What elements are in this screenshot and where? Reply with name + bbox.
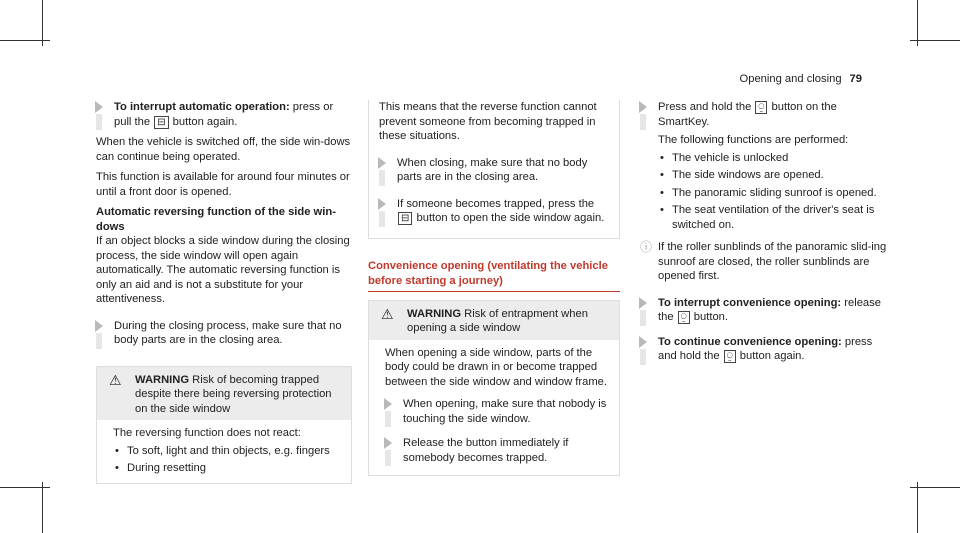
paragraph: If an object blocks a side window during the closing process, the side window will open again automatically. The automatic reversing function is only an aid and is not a substitute for your attentiveness. xyxy=(96,235,350,305)
warning-header xyxy=(97,367,351,421)
paragraph: This means that the reverse function cannot prevent someone from becoming trapped in these situations. xyxy=(379,101,597,142)
step-arrow-icon xyxy=(95,320,103,332)
step-bar xyxy=(96,114,102,130)
step-bar xyxy=(640,310,646,326)
step-bar xyxy=(385,411,391,427)
warning-continuation xyxy=(368,100,620,239)
crop-mark xyxy=(917,482,918,533)
crop-mark xyxy=(910,40,960,41)
list-item: • The seat ventilation of the driver's seat is switched on. xyxy=(658,203,890,232)
warning-body-text: When opening a side window, parts of the body could be drawn in or become trapped between the side window and window frame. xyxy=(385,346,608,388)
column-3 xyxy=(640,100,890,370)
crop-mark xyxy=(910,487,960,488)
step xyxy=(640,100,890,232)
step-text: During the closing process, make sure that no body parts are in the closing area. xyxy=(114,319,342,346)
step-text: press and hold the xyxy=(658,335,873,362)
step-text: When opening, make sure that nobody is touching the side window. xyxy=(403,398,607,425)
step-label: To interrupt convenience opening: xyxy=(658,296,842,309)
step-description: The following functions are performed: xyxy=(658,134,849,146)
step-arrow-icon xyxy=(378,157,386,169)
smartkey-button-icon: ⍜ xyxy=(678,311,690,324)
list-item: • The side windows are opened. xyxy=(658,168,890,183)
warning-text: Risk of becoming trapped despite there being reversing protection on the side window xyxy=(135,373,332,415)
list-item: • The vehicle is unlocked xyxy=(658,151,890,166)
window-button-icon: ⊟ xyxy=(154,116,168,129)
warning-box xyxy=(96,366,352,484)
step-text: press or pull the xyxy=(114,101,334,128)
step-bar xyxy=(96,333,102,349)
step-arrow-icon xyxy=(378,198,386,210)
step xyxy=(96,100,352,129)
step-arrow-icon xyxy=(384,437,392,449)
crop-mark xyxy=(0,487,50,488)
crop-mark xyxy=(42,482,43,533)
step xyxy=(385,436,609,465)
info-icon: ⓘ xyxy=(640,240,653,254)
warning-body-text: The reversing function does not react: xyxy=(113,427,301,439)
step-bar xyxy=(640,349,646,365)
step-label: To continue convenience opening: xyxy=(658,335,842,348)
warning-box xyxy=(368,300,620,477)
info-note xyxy=(640,240,890,284)
step xyxy=(385,397,609,426)
paragraph: This function is available for around four minutes or until a front door is opened. xyxy=(96,171,350,198)
step xyxy=(96,319,352,348)
step-text: Release the button immediately if somebody becomes trapped. xyxy=(403,437,569,464)
header-title: Opening and closing xyxy=(739,73,842,85)
warning-text: Risk of entrapment when opening a side window xyxy=(407,307,588,334)
step-bar xyxy=(379,170,385,186)
step-text: button to open the side window again. xyxy=(413,212,605,224)
warning-title: WARNING xyxy=(407,307,462,320)
step-arrow-icon xyxy=(384,398,392,410)
step xyxy=(640,335,890,364)
page-header xyxy=(740,73,862,85)
column-1 xyxy=(96,100,352,484)
step-arrow-icon xyxy=(639,101,647,113)
step xyxy=(379,197,609,226)
list-item: • To soft, light and thin objects, e.g. fingers xyxy=(113,444,341,459)
step-bar xyxy=(385,450,391,466)
warning-header xyxy=(369,301,619,340)
section-title: Convenience opening (ventilating the vehicle before starting a journey) xyxy=(368,259,620,292)
step-text: release the xyxy=(658,296,881,323)
step-text: button again. xyxy=(736,350,805,362)
smartkey-button-icon: ⍜ xyxy=(724,350,736,363)
step-text: Press and hold the xyxy=(658,101,755,113)
step-text: button again. xyxy=(169,115,238,128)
list-item: • During resetting xyxy=(113,461,341,476)
smartkey-button-icon: ⍜ xyxy=(755,101,767,114)
warning-body xyxy=(97,420,351,483)
step-text: When closing, make sure that no body parts are in the closing area. xyxy=(397,156,588,183)
step-arrow-icon xyxy=(95,101,103,113)
paragraph: When the vehicle is switched off, the side win-dows can continue being operated. xyxy=(96,136,351,163)
step-text: button. xyxy=(690,311,728,323)
warning-title: WARNING xyxy=(135,373,190,386)
step xyxy=(379,156,609,185)
column-2 xyxy=(368,100,620,476)
step-bar xyxy=(640,114,646,130)
step-text: If someone becomes trapped, press the xyxy=(397,197,595,210)
warning-triangle-icon: ⚠ xyxy=(109,371,122,388)
step-text: button on the SmartKey. xyxy=(658,101,837,128)
list-item: • The panoramic sliding sunroof is opened. xyxy=(658,186,890,201)
subheading: Automatic reversing function of the side win-dows xyxy=(96,206,336,233)
window-button-icon: ⊟ xyxy=(398,212,412,225)
step-arrow-icon xyxy=(639,336,647,348)
info-text: If the roller sunblinds of the panoramic slid-ing sunroof are closed, the roller sunblinds are opened first. xyxy=(658,241,887,282)
step-label: To interrupt automatic operation: xyxy=(114,101,290,113)
step-bar xyxy=(379,211,385,227)
warning-triangle-icon: ⚠ xyxy=(381,305,394,322)
warning-body xyxy=(369,340,619,476)
crop-mark xyxy=(0,40,50,41)
step-arrow-icon xyxy=(639,297,647,309)
page-number: 79 xyxy=(849,73,862,85)
step xyxy=(640,296,890,325)
